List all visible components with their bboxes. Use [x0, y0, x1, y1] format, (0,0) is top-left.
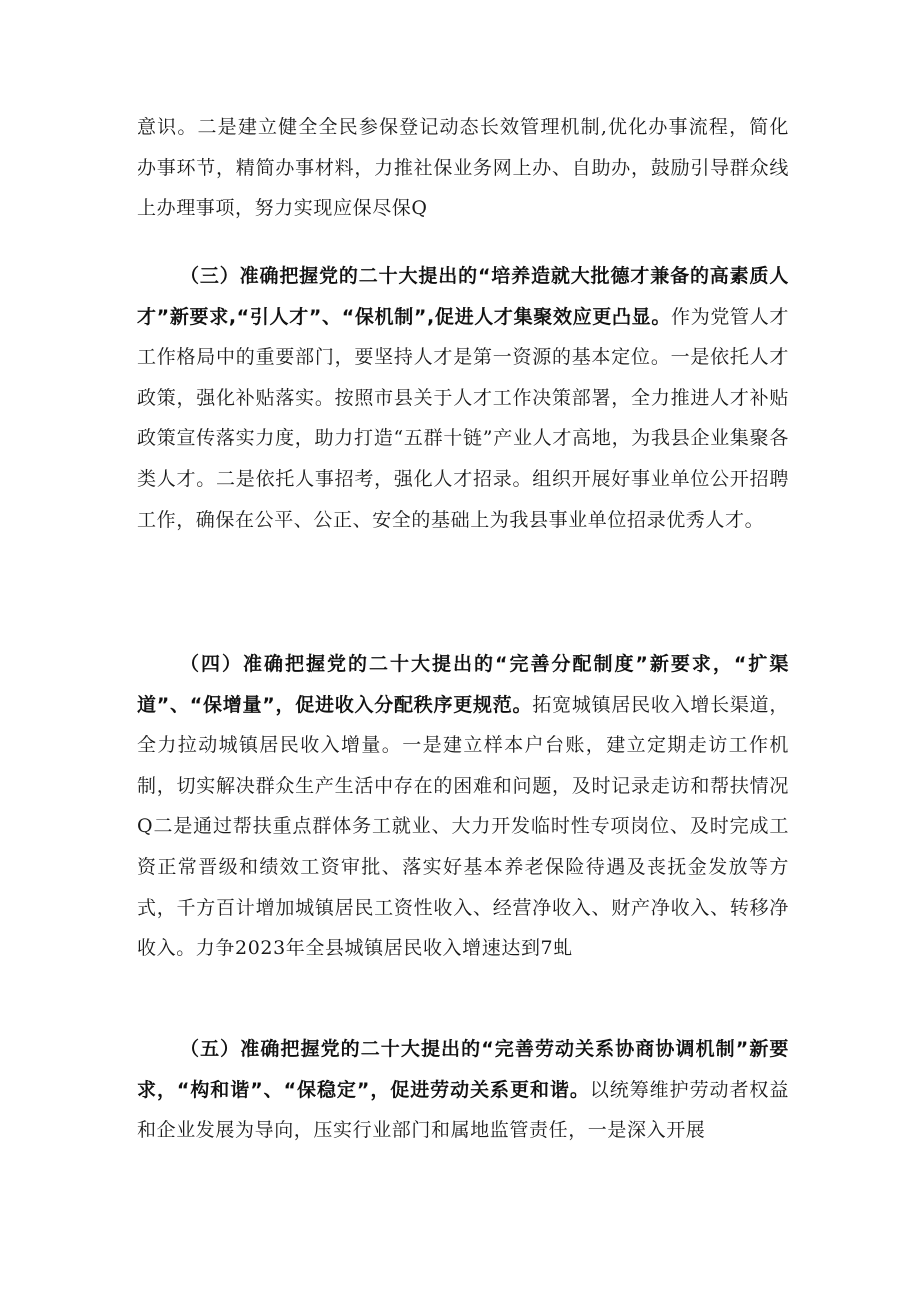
- paragraph-2-body: 作为党管人才工作格局中的重要部门，要坚持人才是第一资源的基本定位。一是依托人才政策，强化补贴落实。按照市县关于人才工作决策部署，全力推进人才补贴政策宣传落实力度，助力打造“五群十链”产业人才高地，为我县企业集聚各类人才。二是依托人事招考，强化人才招录。组织开展好事业单位公开招聘工作，确保在公平、公正、安全的基础上为我县事业单位招录优秀人才。: [137, 305, 789, 531]
- section-5-heading: （五）准确把握党的二十大提出的“完善劳动关系协商协调机制”新要求，“构和谐”、“保稳定”，促进劳动关系更和谐。: [137, 1038, 789, 1101]
- section-4-heading: （四）准确把握党的二十大提出的“完善分配制度”新要求，“扩渠道”、“保增量”，促进收入分配秩序更规范。: [137, 653, 789, 716]
- paragraph-3: [137, 644, 789, 969]
- paragraph-4-body: 以统筹维护劳动者权益和企业发展为导向，压实行业部门和属地监管责任，一是深入开展: [137, 1078, 789, 1142]
- paragraph-1-body: 意识。二是建立健全全民参保登记动态长效管理机制,优化办事流程，简化办事环节，精简办事材料，力推社保业务网上办、自助办，鼓励引导群众线上办理事项，努力实现应保尽保Q: [137, 116, 789, 220]
- paragraph-4: [137, 1029, 789, 1151]
- paragraph-2: [137, 256, 789, 540]
- section-3-heading: （三）准确把握党的二十大提出的“培养造就大批德才兼备的高素质人才”新要求,“引人才”、“保机制”,促进人才集聚效应更凸显。: [137, 265, 789, 328]
- paragraph-1: [137, 107, 789, 229]
- paragraph-3-body: 拓宽城镇居民收入增长渠道，全力拉动城镇居民收入增量。一是建立样本户台账，建立定期走访工作机制，切实解决群众生产生活中存在的困难和问题，及时记录走访和帮扶情况Q二是通过帮扶重点群体务工就业、大力开发临时性专项岗位、及时完成工资正常晋级和绩效工资审批、落实好基本养老保险待遇及丧抚金发放等方式，千方百计增加城镇居民工资性收入、经营净收入、财产净收入、转移净收入。力争2023年全县城镇居民收入增速达到7虬: [137, 693, 789, 960]
